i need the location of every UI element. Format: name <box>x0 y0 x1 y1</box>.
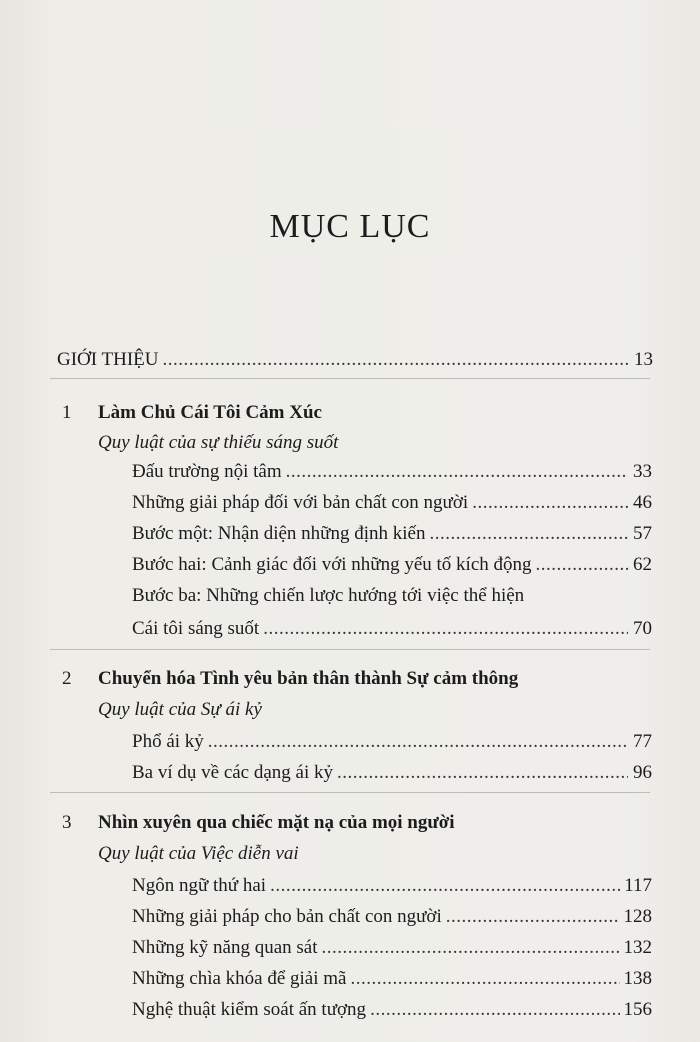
toc-entry <box>132 730 652 754</box>
toc-entry-label: Những giải pháp cho bản chất con người <box>132 906 442 927</box>
dot-leader <box>536 553 628 577</box>
chapter-number: 1 <box>62 402 72 423</box>
dot-leader <box>270 874 620 898</box>
divider <box>50 792 650 793</box>
toc-entry <box>132 491 652 515</box>
dot-leader <box>370 998 619 1022</box>
toc-entry-label: Nghệ thuật kiểm soát ấn tượng <box>132 999 367 1020</box>
toc-entry-label: Bước ba: Những chiến lược hướng tới việc thể hiện <box>132 585 525 606</box>
dot-leader <box>337 761 628 785</box>
toc-entry <box>132 522 652 546</box>
toc-entry-page: 62 <box>633 554 652 575</box>
toc-entry <box>132 905 652 929</box>
dot-leader <box>429 522 628 546</box>
toc-entry-page: 33 <box>633 461 652 482</box>
toc-entry-page: 46 <box>633 492 652 513</box>
toc-entry-page: 57 <box>633 523 652 544</box>
page-title: MỤC LỤC <box>269 208 431 245</box>
toc-entry-page: 96 <box>633 762 652 783</box>
toc-intro <box>57 348 653 372</box>
toc-entry-page: 77 <box>633 731 652 752</box>
divider <box>50 649 650 650</box>
dot-leader <box>472 491 628 515</box>
toc-entry <box>132 553 652 577</box>
toc-entry-label: Những kỹ năng quan sát <box>132 937 318 958</box>
toc-entry-label: Đấu trường nội tâm <box>132 461 282 482</box>
toc-entry-page: 128 <box>623 906 652 927</box>
toc-entry <box>132 936 652 960</box>
chapter-title: Làm Chủ Cái Tôi Cảm Xúc <box>98 402 322 423</box>
chapter-title: Chuyển hóa Tình yêu bản thân thành Sự cảm thông <box>98 668 519 689</box>
toc-entry-label: Ngôn ngữ thứ hai <box>132 875 267 896</box>
toc-entry-page: 156 <box>623 999 652 1020</box>
toc-entry-page: 70 <box>633 618 652 639</box>
dot-leader <box>208 730 628 754</box>
chapter-number: 2 <box>62 668 72 689</box>
toc-entry-label: Bước một: Nhận diện những định kiến <box>132 523 426 544</box>
dot-leader <box>163 348 630 372</box>
dot-leader <box>286 460 628 484</box>
toc-entry-page: 138 <box>623 968 652 989</box>
toc-entry <box>132 967 652 991</box>
chapter-3-law: Quy luật của Việc diễn vai <box>98 843 299 864</box>
toc-entry <box>132 460 652 484</box>
dot-leader <box>350 967 619 991</box>
toc-entry-label: Ba ví dụ về các dạng ái kỷ <box>132 762 334 783</box>
chapter-number: 3 <box>62 812 72 833</box>
chapter-2-law: Quy luật của Sự ái kỷ <box>98 699 262 720</box>
dot-leader <box>263 617 628 641</box>
toc-entry-label: Những chìa khóa để giải mã <box>132 968 347 989</box>
toc-entry <box>132 998 652 1022</box>
toc-entry-page: 132 <box>623 937 652 958</box>
toc-entry <box>132 874 652 898</box>
chapter-1-law: Quy luật của sự thiếu sáng suốt <box>98 432 339 453</box>
toc-intro-page: 13 <box>634 349 653 370</box>
toc-entry-page: 117 <box>624 875 652 896</box>
toc-entry-label: Phổ ái kỷ <box>132 731 204 752</box>
toc-entry-label: Bước hai: Cảnh giác đối với những yếu tố kích động <box>132 554 532 575</box>
toc-entry-label: Cái tôi sáng suốt <box>132 618 260 639</box>
divider <box>50 378 650 379</box>
dot-leader <box>322 936 620 960</box>
toc-entry <box>132 761 652 785</box>
toc-entry <box>132 617 652 641</box>
chapter-3-heading <box>62 812 455 834</box>
toc-entry-label: Những giải pháp đối với bản chất con người <box>132 492 469 513</box>
toc-intro-label: GIỚI THIỆU <box>57 349 159 370</box>
dot-leader <box>446 905 620 929</box>
chapter-title: Nhìn xuyên qua chiếc mặt nạ của mọi người <box>98 812 455 833</box>
chapter-1-heading <box>62 402 322 424</box>
chapter-2-heading <box>62 668 518 690</box>
